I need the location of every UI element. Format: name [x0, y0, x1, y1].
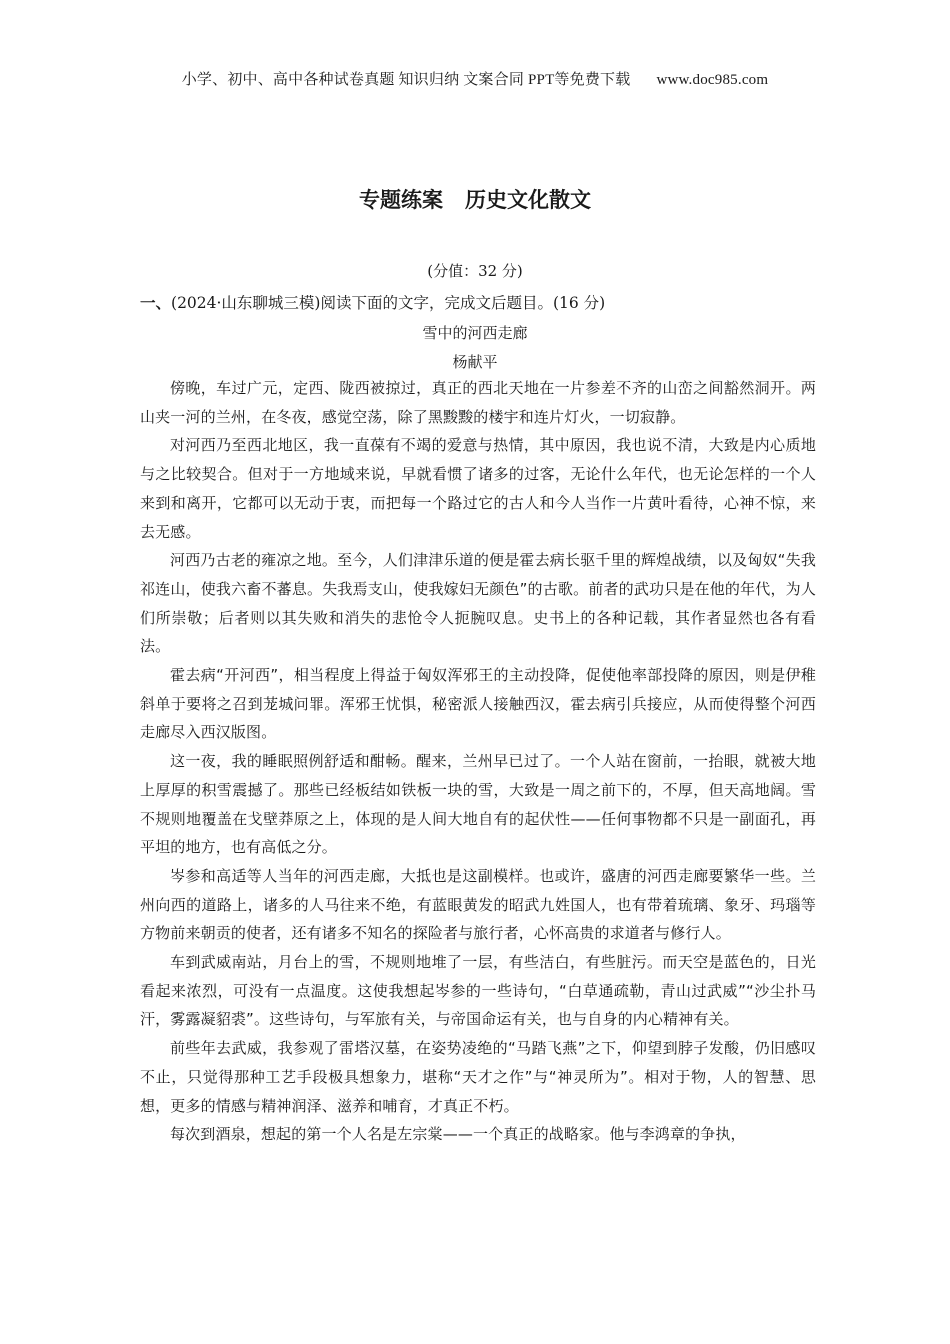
question-heading [140, 291, 820, 313]
header-site: www.doc985.com [656, 72, 769, 88]
question-number: 一、 [140, 293, 172, 312]
page-title [0, 184, 950, 214]
title-part2: 历史文化散文 [465, 188, 591, 212]
header-text: 小学、初中、高中各种试卷真题 知识归纳 文案合同 PPT等免费下载 [181, 72, 631, 88]
title-part1: 专题练案 [359, 188, 443, 212]
essay-paragraph: 霍去病“开河西”，相当程度上得益于匈奴浑邪王的主动投降，促使他率部投降的原因，则是伊稚斜单于要将之召到茏城问罪。浑邪王忧惧，秘密派人接触西汉，霍去病引兵接应，从而使得整个河西走廊尽入西汉版图。 [140, 666, 816, 742]
score-line: (分值：32 分) [427, 262, 523, 280]
essay-title: 雪中的河西走廊 [422, 324, 528, 342]
essay-paragraph: 傍晚，车过广元，定西、陇西被掠过，真正的西北天地在一片参差不齐的山峦之间豁然洞开。两山夹一河的兰州，在冬夜，感觉空荡，除了黑黢黢的楼宇和连片灯火，一切寂静。 [140, 379, 816, 426]
essay-paragraph: 河西乃古老的雍凉之地。至今，人们津津乐道的便是霍去病长驱千里的辉煌战绩，以及匈奴“失我祁连山，使我六畜不蕃息。失我焉支山，使我嫁妇无颜色”的古歌。前者的武功只是在他的年代，为人们所崇敬；后者则以其失败和消失的悲怆令人扼腕叹息。史书上的各种记载，其作者显然也各有看法。 [140, 551, 816, 656]
question-text: (2024·山东聊城三模)阅读下面的文字，完成文后题目。(16 分) [171, 294, 606, 312]
essay-paragraph: 对河西乃至西北地区，我一直葆有不竭的爱意与热情，其中原因，我也说不清，大致是内心质地与之比较契合。但对于一方地域来说，早就看惯了诸多的过客，无论什么年代，也无论怎样的一个人来到和离开，它都可以无动于衷，而把每一个路过它的古人和今人当作一片黄叶看待，心神不惊，来去无感。 [140, 436, 816, 541]
essay-paragraph: 前些年去武威，我参观了雷塔汉墓，在姿势凌绝的“马踏飞燕”之下，仰望到脖子发酸，仍旧感叹不止，只觉得那种工艺手段极具想象力，堪称“天才之作”与“神灵所为”。相对于物，人的智慧、思想，更多的情感与精神润泽、滋养和哺育，才真正不朽。 [140, 1039, 816, 1115]
essay-body [140, 374, 816, 1149]
essay-paragraph: 这一夜，我的睡眠照例舒适和酣畅。醒来，兰州早已过了。一个人站在窗前，一抬眼，就被大地上厚厚的积雪震撼了。那些已经板结如铁板一块的雪，大致是一周之前下的，不厚，但天高地阔。雪不规则地覆盖在戈壁莽原之上，体现的是人间大地自有的起伏性——任何事物都不只是一副面孔，再平坦的地方，也有高低之分。 [140, 752, 816, 857]
essay-author: 杨献平 [452, 353, 498, 371]
essay-paragraph: 岑参和高适等人当年的河西走廊，大抵也是这副模样。也或许，盛唐的河西走廊要繁华一些。兰州向西的道路上，诸多的人马往来不绝，有蓝眼黄发的昭武九姓国人，也有带着琉璃、象牙、玛瑙等方物前来朝贡的使者，还有诸多不知名的探险者与旅行者，心怀高贵的求道者与修行人。 [140, 866, 816, 943]
essay-paragraph: 车到武威南站，月台上的雪，不规则地堆了一层，有些洁白，有些脏污。而天空是蓝色的，日光看起来浓烈，可没有一点温度。这使我想起岑参的一些诗句，“白草通疏勒，青山过武威”“沙尘扑马汗，雾露凝貂裘”。这些诗句，与军旅有关，与帝国命运有关，也与自身的内心精神有关。 [140, 953, 816, 1029]
page-header [0, 68, 950, 89]
essay-paragraph: 每次到酒泉，想起的第一个人名是左宗棠——一个真正的战略家。他与李鸿章的争执， [170, 1125, 746, 1144]
